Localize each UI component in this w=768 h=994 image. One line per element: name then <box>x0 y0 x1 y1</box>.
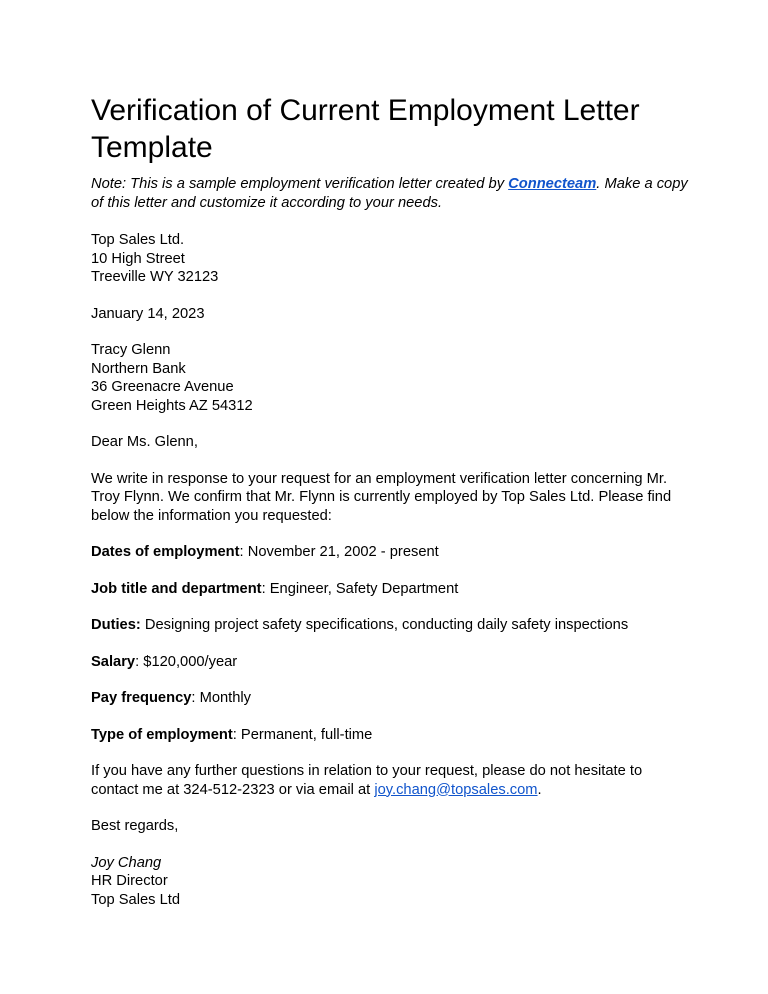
connecteam-link[interactable]: Connecteam <box>508 176 597 192</box>
detail-salary-value: : $120,000/year <box>135 653 238 670</box>
letter-date: January 14, 2023 <box>91 305 205 322</box>
detail-job-value: : Engineer, Safety Department <box>261 580 459 597</box>
detail-pay-value: : Monthly <box>191 690 252 706</box>
detail-duties-value: Designing project safety specifications, conducting daily safety inspections <box>140 617 629 633</box>
detail-job <box>91 580 691 599</box>
signature-company: Top Sales Ltd <box>91 891 180 908</box>
detail-salary-label: Salary <box>91 653 136 670</box>
sender-street: 10 High Street <box>91 250 185 267</box>
sender-address <box>91 231 691 287</box>
detail-type-value: : Permanent, full-time <box>232 726 373 743</box>
detail-job-label: Job title and department <box>91 580 262 597</box>
sender-company: Top Sales Ltd. <box>91 232 185 248</box>
detail-type-label: Type of employment <box>91 726 233 743</box>
signature-block <box>91 854 691 910</box>
closing-paragraph <box>91 762 691 799</box>
detail-pay-label: Pay frequency <box>91 690 192 706</box>
detail-dates <box>91 543 691 562</box>
email-link[interactable]: joy.chang@topsales.com <box>374 781 538 798</box>
closing-end: . <box>537 781 542 798</box>
letter-content <box>91 92 691 909</box>
recipient-address <box>91 341 691 415</box>
template-note <box>91 175 691 213</box>
detail-dates-label: Dates of employment <box>91 544 240 560</box>
recipient-street: 36 Greenacre Avenue <box>91 379 234 395</box>
detail-type <box>91 726 691 745</box>
recipient-bank: Northern Bank <box>91 360 186 377</box>
signature-name: Joy Chang <box>91 854 162 871</box>
detail-dates-value: : November 21, 2002 - present <box>239 544 439 560</box>
signature-title: HR Director <box>91 873 168 889</box>
note-prefix: Note: This is a sample employment verification letter created by <box>91 176 509 192</box>
salutation: Dear Ms. Glenn, <box>91 434 198 450</box>
recipient-city: Green Heights AZ 54312 <box>91 397 253 414</box>
detail-duties <box>91 616 691 635</box>
detail-duties-label: Duties: <box>91 617 141 633</box>
detail-pay <box>91 689 691 708</box>
closing-text: If you have any further questions in relation to your request, please do not hesitate to contact me at 324-512-2323 or via email at <box>91 763 643 798</box>
intro-paragraph: We write in response to your request for an employment verification letter concerning Mr. Troy Flynn. We confirm that Mr. Flynn is currently employed by Top Sales Ltd. Please find below the information you requested: <box>91 470 672 524</box>
sender-city: Treeville WY 32123 <box>91 269 219 285</box>
note-suffix: . Make a copy of this letter and customize it according to your needs. <box>91 176 688 211</box>
signoff: Best regards, <box>91 818 179 834</box>
detail-salary <box>91 653 691 672</box>
document-title: Verification of Current Employment Letter Template <box>91 94 640 164</box>
recipient-name: Tracy Glenn <box>91 342 171 358</box>
